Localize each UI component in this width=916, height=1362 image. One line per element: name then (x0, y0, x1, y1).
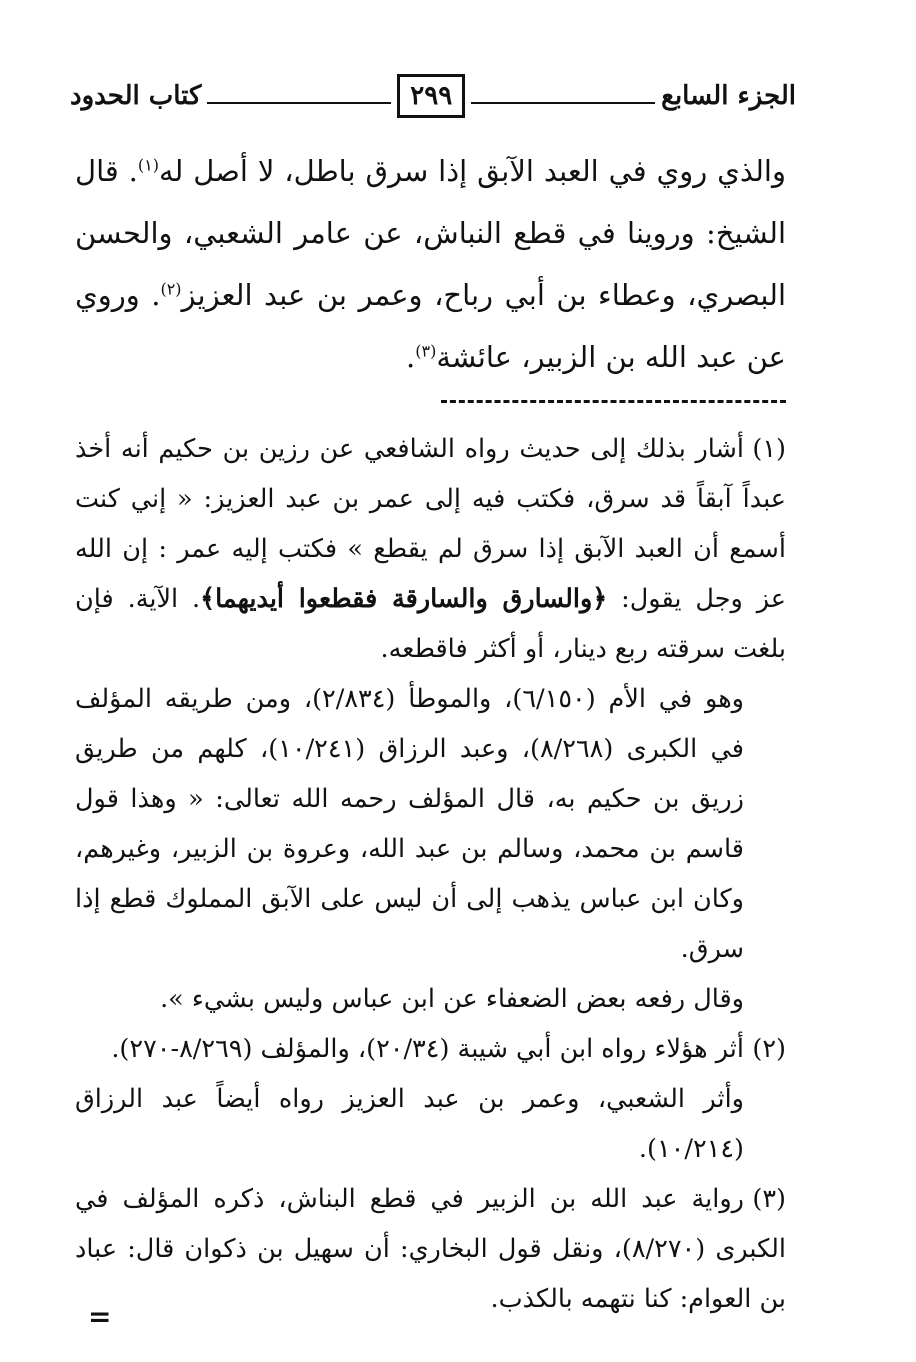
quran-verse: ﴿والسارق والسارقة فقطعوا أيديهما﴾ (200, 584, 608, 614)
footnote-3-number: (٣) (752, 1184, 786, 1214)
main-paragraph (75, 140, 786, 388)
main-text-part-a: والذي روي في العبد الآبق إذا سرق باطل، لا أصل له (158, 154, 786, 188)
footnote-3-text: رواية عبد الله بن الزبير في قطع البناش، ذكره المؤلف في الكبرى (٨/٢٧٠)، ونقل قول البخاري: أن سهيل بن ذكوان قال: عباد بن العوام: كنا نتهمه بالكذب. (75, 1184, 787, 1314)
footnote-2-text: أثر هؤلاء رواه ابن أبي شيبة (٢٠/٣٤)، والمؤلف (٨/٢٦٩-٢٧٠). (111, 1034, 744, 1064)
footnote-2 (75, 1024, 786, 1174)
footnote-1 (75, 424, 786, 1024)
footnote-ref-2: (٢) (160, 279, 182, 299)
main-text-part-b: . قال الشيخ: وروينا في قطع النباش، عن عامر الشعبي، والحسن البصري، وعطاء بن أبي رباح، وعمر بن عبد العزيز (75, 154, 786, 312)
main-text (75, 140, 786, 388)
footnote-3 (75, 1174, 786, 1324)
footnote-1-paragraph-3: وقال رفعه بعض الضعفاء عن ابن عباس وليس بشيء ». (160, 984, 744, 1014)
footnote-ref-1: (١) (137, 155, 159, 175)
page-end-mark: = (88, 1300, 112, 1333)
footnote-1-text-a: أشار بذلك إلى حديث رواه الشافعي عن رزين بن حكيم أنه أخذ عبداً آبقاً قد سرق، فكتب فيه إلى عمر بن عبد العزيز: « إني كنت أسمع أن العبد الآبق إذا سرق لم يقطع » فكتب إليه عمر : إن الله عز وجل يقول: (75, 434, 786, 614)
footnote-2-number: (٢) (752, 1034, 786, 1064)
main-text-part-c: . وروي عن عبد الله بن الزبير، عائشة (75, 278, 786, 374)
footnotes (75, 424, 786, 1324)
footnote-2-continuation: وأثر الشعبي، وعمر بن عبد العزيز رواه أيضاً عبد الرزاق (١٠/٢١٤). (75, 1084, 744, 1164)
header-rule-left (207, 88, 391, 104)
main-text-part-d: . (406, 340, 416, 374)
page-number: ٢٩٩ (397, 74, 465, 118)
header-rule-right (471, 88, 655, 104)
footnote-1-paragraph-2: وهو في الأم (٦/١٥٠)، والموطأ (٢/٨٣٤)، ومن طريقه المؤلف في الكبرى (٨/٢٦٨)، وعبد الرزاق (١٠/٢٤١)، كلهم من طريق زريق بن حكيم به، قال المؤلف رحمه الله تعالى: « وهذا قول قاسم بن محمد، وسالم بن عبد الله، وعروة بن الزبير، وغيرهم، وكان ابن عباس يذهب إلى أن ليس على الآبق المملوك قطع إذا سرق. (75, 684, 744, 964)
footnote-separator (441, 400, 786, 403)
running-header (70, 74, 796, 118)
footnote-ref-3: (٣) (415, 341, 437, 361)
volume-label: الجزء السابع (661, 81, 796, 111)
book-title: كتاب الحدود (70, 81, 202, 111)
footnote-1-number: (١) (752, 434, 786, 464)
footnote-1-text-b: . الآية. فإن بلغت سرقته ربع دينار، أو أكثر فاقطعه. (75, 584, 786, 664)
